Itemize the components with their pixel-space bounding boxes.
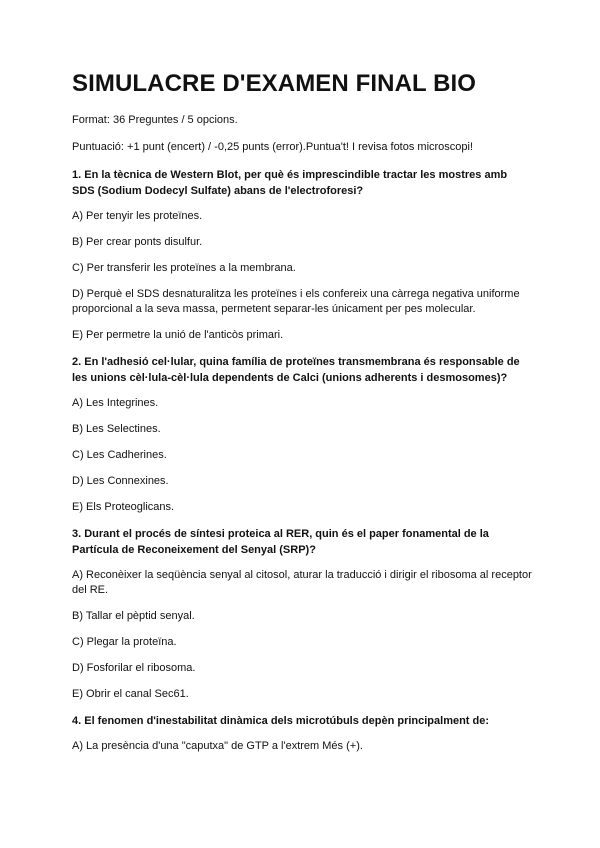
scoring-line: Puntuació: +1 punt (encert) / -0,25 punts (error).Puntua't! I revisa fotos microscopi! <box>72 140 474 153</box>
answer-option: A) Les Integrines. <box>72 396 159 409</box>
question-text: 1. En la tècnica de Western Blot, per què és imprescindible tractar les mostres amb SDS (Sodium Dodecyl Sulfate) abans de l'electroforesi? <box>72 168 508 197</box>
page-title: SIMULACRE D'EXAMEN FINAL BIO <box>72 70 477 97</box>
question-text: 2. En l'adhesió cel·lular, quina família de proteïnes transmembrana és responsable de les unions cèl·lula-cèl·lula dependents de Calci (unions adherents i desmosomes)? <box>72 355 520 384</box>
question-4 <box>72 713 532 754</box>
answer-option: C) Per transferir les proteïnes a la membrana. <box>72 261 296 274</box>
question-2 <box>72 354 532 515</box>
format-line: Format: 36 Preguntes / 5 opcions. <box>72 113 238 126</box>
answer-option: A) Per tenyir les proteïnes. <box>72 209 203 222</box>
answer-option: A) Reconèixer la seqüència senyal al citosol, aturar la traducció i dirigir el ribosoma al receptor del RE. <box>72 568 532 596</box>
answer-option: E) Els Proteoglicans. <box>72 500 175 513</box>
question-text: 3. Durant el procés de síntesi proteica al RER, quin és el paper fonamental de la Partícula de Reconeixement del Senyal (SRP)? <box>72 527 489 556</box>
answer-option: E) Per permetre la unió de l'anticòs primari. <box>72 328 284 341</box>
answer-option: B) Tallar el pèptid senyal. <box>72 609 195 622</box>
answer-option: B) Per crear ponts disulfur. <box>72 235 203 248</box>
answer-option: E) Obrir el canal Sec61. <box>72 687 189 700</box>
answer-option: D) Les Connexines. <box>72 474 169 487</box>
document-page <box>72 70 532 765</box>
question-3 <box>72 526 532 702</box>
answer-option: B) Les Selectines. <box>72 422 161 435</box>
answer-option: D) Fosforilar el ribosoma. <box>72 661 196 674</box>
answer-option: C) Les Cadherines. <box>72 448 167 461</box>
answer-option: A) La presència d'una "caputxa" de GTP a l'extrem Més (+). <box>72 739 363 752</box>
answer-option: C) Plegar la proteïna. <box>72 635 177 648</box>
question-text: 4. El fenomen d'inestabilitat dinàmica dels microtúbuls depèn principalment de: <box>72 714 490 727</box>
answer-option: D) Perquè el SDS desnaturalitza les proteïnes i els confereix una càrrega negativa uniforme proporcional a la seva massa, permetent separar-les únicament per pes molecular. <box>72 287 520 315</box>
question-1 <box>72 167 532 343</box>
